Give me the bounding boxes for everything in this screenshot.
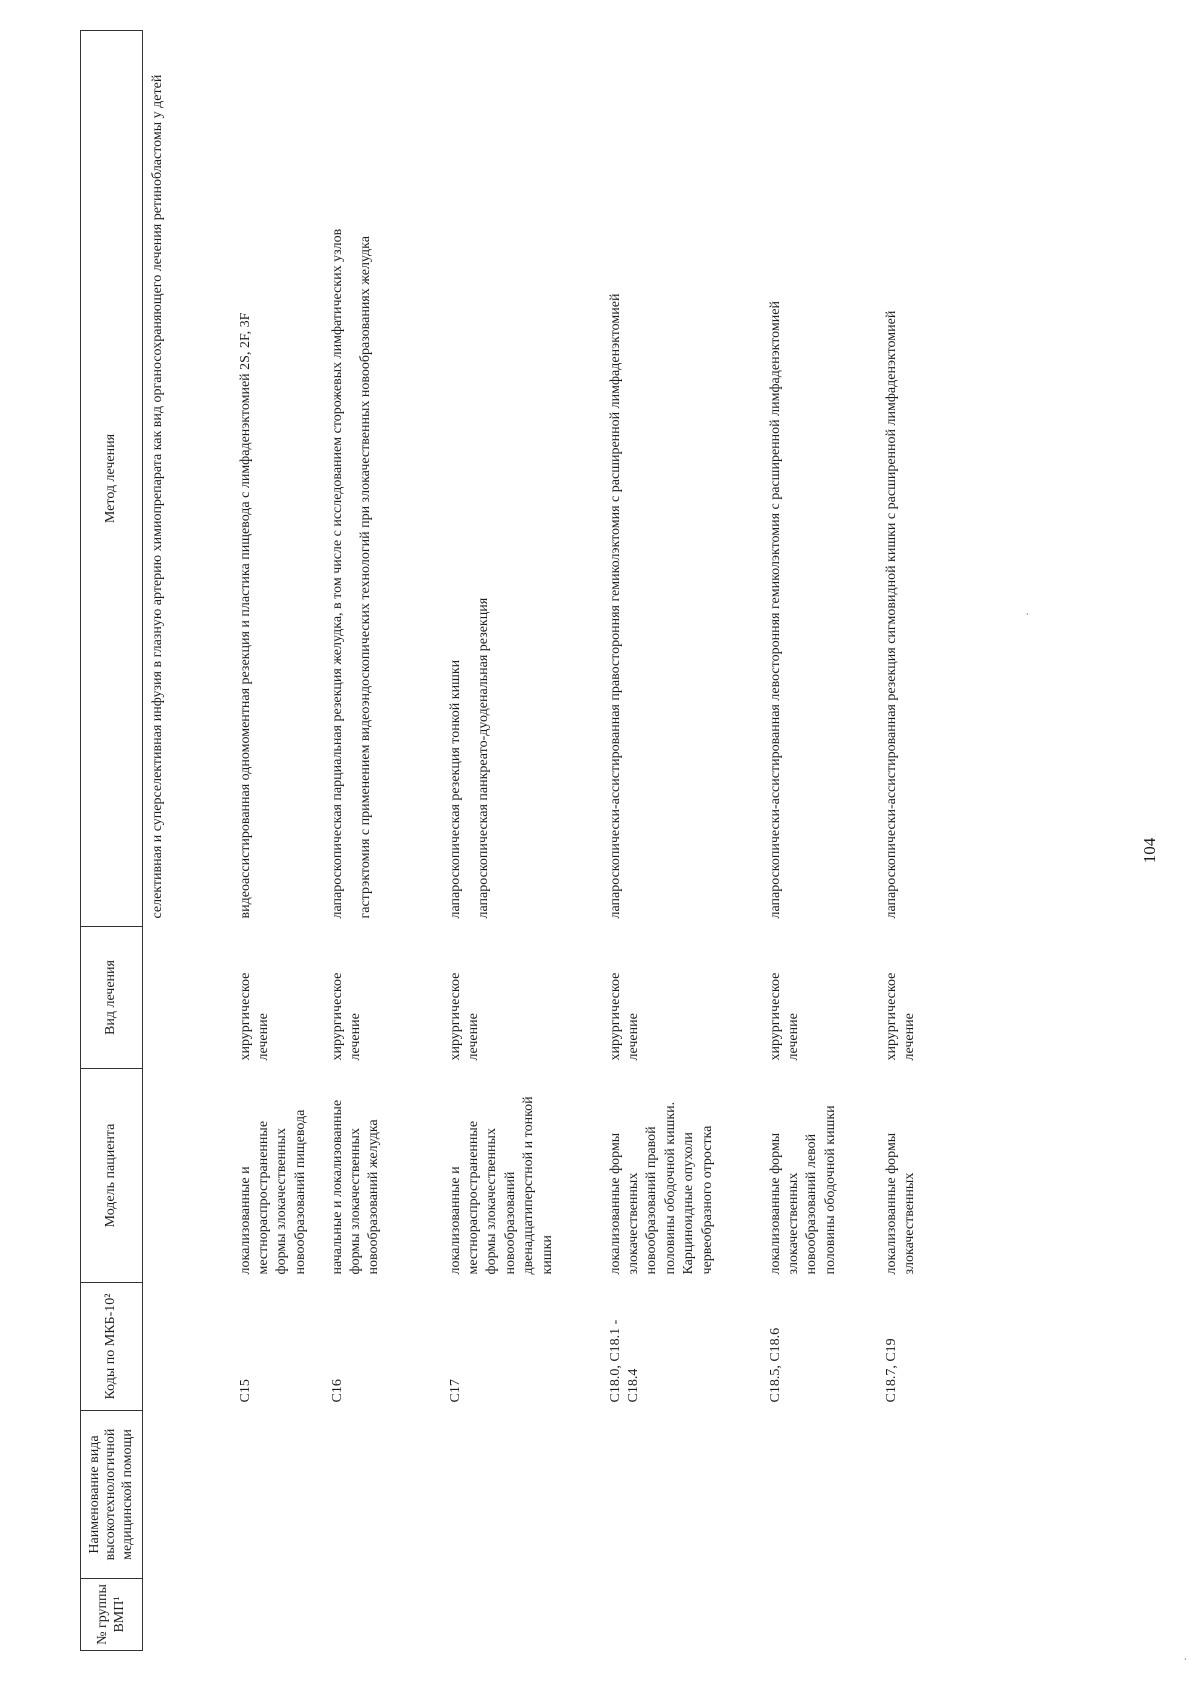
cell-icd-codes: C18.5, C18.6 xyxy=(767,1327,783,1403)
method-text: гастрэктомия с применением видеоэндоскопических технологий при злокачественных новообразованиях желудка xyxy=(357,236,373,919)
header-patient-model: Модель пациента xyxy=(81,1069,143,1283)
cell-group-number xyxy=(231,1579,323,1651)
table-row xyxy=(761,31,877,1651)
cell-treatment-method xyxy=(761,31,877,927)
cell-vmp-name xyxy=(323,1411,441,1579)
table-row xyxy=(323,31,441,1651)
cell-patient-model: начальные и локализованные формы злокачественных новообразований желудка xyxy=(329,1099,382,1275)
cell-icd-codes: C17 xyxy=(447,1379,463,1403)
method-text: лапароскопическая парциальная резекция желудка, в том числе с исследованием сторожевых лимфатических узлов xyxy=(329,228,345,919)
table-row xyxy=(601,31,761,1651)
cell-patient-model: локализованные формы злокачественных новообразований правой половины ободочной кишки. Карциноидные опухоли червеобразного отростка xyxy=(607,1101,715,1275)
cell-treatment-kind: хирургическое лечение xyxy=(883,972,917,1061)
cell-icd-codes: C18.0, C18.1 - C18.4 xyxy=(607,1319,641,1403)
cell-vmp-name xyxy=(441,1411,601,1579)
cell-icd-codes: C16 xyxy=(329,1379,345,1403)
cell-treatment-method xyxy=(441,31,601,927)
cell-group-number xyxy=(761,1579,877,1651)
cell-patient-model: локализованные и местнораспространенные формы злокачественных новообразований двенадцатиперстной и тонкой кишки xyxy=(447,1096,555,1275)
cell-treatment-kind: хирургическое лечение xyxy=(767,972,801,1061)
method-text: лапароскопическая резекция тонкой кишки xyxy=(447,659,463,919)
cell-vmp-name xyxy=(231,1411,323,1579)
cell-treatment-method xyxy=(143,31,231,927)
header-treatment-kind: Вид лечения xyxy=(81,927,143,1069)
header-treatment-method: Метод лечения xyxy=(81,31,143,927)
cell-group-number xyxy=(601,1579,761,1651)
table-row xyxy=(143,31,231,1651)
cell-vmp-name xyxy=(601,1411,761,1579)
cell-patient-model xyxy=(143,1069,231,1283)
header-vmp-name: Наименование вида высокотехнологичной медицинской помощи xyxy=(81,1411,143,1579)
cell-treatment-kind: хирургическое лечение xyxy=(607,972,641,1061)
cell-treatment-method xyxy=(323,31,441,927)
method-text: лапароскопически-ассистированная резекция сигмовидной кишки с расширенной лимфаденэктомией xyxy=(883,310,899,919)
scan-speck: · xyxy=(1020,612,1034,616)
table-header-row xyxy=(81,31,143,1651)
cell-treatment-method xyxy=(231,31,323,927)
cell-icd-codes: C15 xyxy=(237,1379,253,1403)
cell-treatment-method xyxy=(877,31,957,927)
page-number: 104 xyxy=(1140,837,1159,864)
cell-patient-model: локализованные и местнораспространенные формы злокачественных новообразований пищевода xyxy=(237,1109,308,1275)
cell-treatment-kind xyxy=(143,927,231,1069)
method-text: селективная и суперселективная инфузия в глазную артерию химиопрепарата как вид органосохраняющего лечения ретинобластомы у детей xyxy=(150,74,165,919)
vmp-table xyxy=(80,30,957,1651)
cell-group-number xyxy=(323,1579,441,1651)
scan-speck: · xyxy=(1178,1657,1192,1661)
cell-group-number xyxy=(441,1579,601,1651)
cell-vmp-name xyxy=(143,1411,231,1579)
header-icd-codes: Коды по МКБ-10² xyxy=(81,1283,143,1411)
cell-treatment-kind: хирургическое лечение xyxy=(329,972,363,1061)
cell-icd-codes xyxy=(143,1283,231,1411)
table-row xyxy=(231,31,323,1651)
method-text: видеоассистированная одномоментная резекция и пластика пищевода с лимфаденэктомией 2S, 2F, 3F xyxy=(237,312,253,919)
cell-treatment-kind: хирургическое лечение xyxy=(237,972,271,1061)
cell-patient-model: локализованные формы злокачественных новообразований левой половины ободочной кишки xyxy=(767,1105,838,1275)
cell-patient-model: локализованные формы злокачественных xyxy=(883,1132,917,1275)
method-text: лапароскопически-ассистированная правосторонняя гемиколэктомия с расширенной лимфаденэктомией xyxy=(607,293,623,919)
table-row xyxy=(441,31,601,1651)
cell-treatment-method xyxy=(601,31,761,927)
header-group-number: № группы ВМП¹ xyxy=(81,1579,143,1651)
table-row xyxy=(877,31,957,1651)
cell-icd-codes: C18.7, C19 xyxy=(883,1338,899,1403)
cell-group-number xyxy=(143,1579,231,1651)
method-text: лапароскопическая панкреато-дуоденальная резекция xyxy=(475,597,491,919)
cell-vmp-name xyxy=(877,1411,957,1579)
cell-group-number xyxy=(877,1579,957,1651)
cell-treatment-kind: хирургическое лечение xyxy=(447,972,481,1061)
method-text: лапароскопически-ассистированная левосторонняя гемиколэктомия с расширенной лимфаденэктомией xyxy=(767,301,783,919)
cell-vmp-name xyxy=(761,1411,877,1579)
